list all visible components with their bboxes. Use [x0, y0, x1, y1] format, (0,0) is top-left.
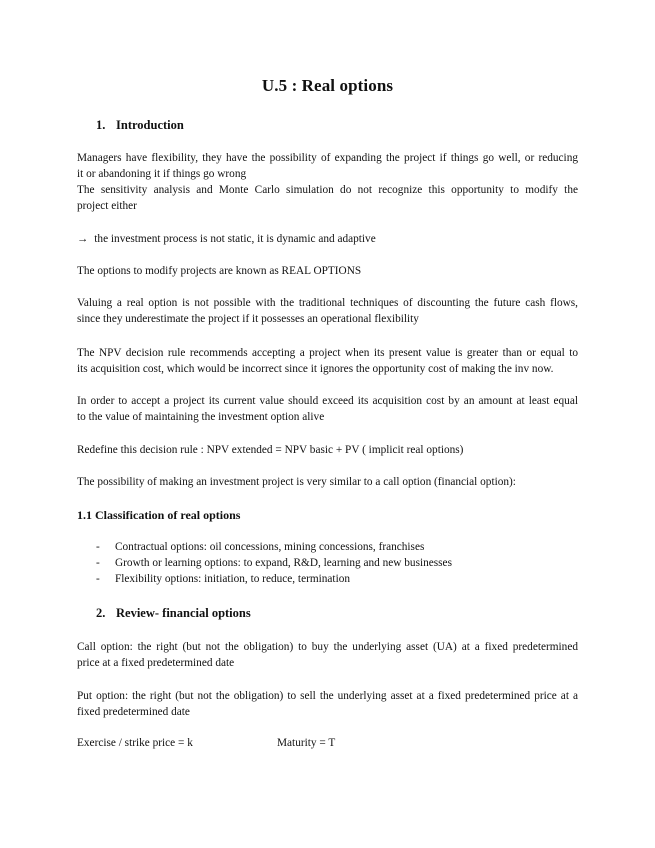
npv-line-1: The NPV decision rule recommends accepting a project when its present value is greater than or equal to [77, 347, 578, 359]
intro-line-3: The sensitivity analysis and Monte Carlo simulation do not recognize this opportunity to modify the [77, 184, 578, 196]
bullet-dash: - [96, 557, 100, 569]
subsection-1-1-heading: 1.1 Classification of real options [77, 508, 241, 522]
redefine-text: Redefine this decision rule : NPV extended = NPV basic + PV ( implicit real options) [77, 444, 464, 456]
intro-paragraph [77, 150, 578, 214]
intro-line-2: it or abandoning it if things go wrong [77, 168, 247, 180]
put-line-1: Put option: the right (but not the obligation) to sell the underlying asset at a fixed predetermined price at a [77, 690, 578, 702]
classification-list [96, 539, 452, 587]
redefine-paragraph [77, 442, 578, 458]
section-1-number: 1. [96, 118, 106, 132]
call-line-1: Call option: the right (but not the obligation) to buy the underlying asset (UA) at a fixed predetermined [77, 641, 578, 653]
real-options-paragraph [77, 263, 578, 279]
possibility-text: The possibility of making an investment project is very similar to a call option (financial option): [77, 476, 516, 488]
npv-paragraph [77, 345, 578, 377]
accept-paragraph [77, 393, 578, 425]
section-2-number: 2. [96, 606, 106, 620]
valuing-line-2: since they underestimate the project if it possesses an operational flexibility [77, 313, 419, 325]
bullet-dash: - [96, 573, 100, 585]
put-line-2: fixed predetermined date [77, 706, 190, 718]
intro-line-4: project either [77, 200, 137, 212]
list-item [96, 555, 452, 571]
real-options-text: The options to modify projects are known as REAL OPTIONS [77, 265, 362, 277]
list-item-text: Flexibility options: initiation, to reduce, termination [115, 573, 351, 585]
list-item-text: Growth or learning options: to expand, R&D, learning and new businesses [115, 557, 452, 569]
arrow-text: the investment process is not static, it is dynamic and adaptive [94, 233, 376, 245]
section-1-title: Introduction [116, 118, 184, 132]
put-option-paragraph [77, 688, 578, 720]
list-item [96, 539, 452, 555]
arrow-paragraph [77, 231, 578, 247]
valuing-paragraph [77, 295, 578, 327]
call-line-2: price at a fixed predetermined date [77, 657, 235, 669]
accept-line-1: In order to accept a project its current value should exceed its acquisition cost by an amount at least equal [77, 395, 578, 407]
valuing-line-1: Valuing a real option is not possible with the traditional techniques of discounting the future cash flows, [77, 297, 578, 309]
list-item-text: Contractual options: oil concessions, mining concessions, franchises [115, 541, 425, 553]
maturity-text: Maturity = T [277, 737, 336, 749]
possibility-paragraph [77, 474, 578, 490]
call-option-paragraph [77, 639, 578, 671]
npv-line-2: its acquisition cost, which would be incorrect since it ignores the opportunity cost of making the inv now. [77, 363, 554, 375]
bullet-dash: - [96, 541, 100, 553]
page-title: U.5 : Real options [261, 76, 394, 95]
list-item [96, 571, 452, 587]
section-2-heading [96, 606, 251, 621]
intro-line-1: Managers have flexibility, they have the possibility of expanding the project if things go well, or reducing [77, 152, 578, 164]
accept-line-2: to the value of maintaining the investment option alive [77, 411, 325, 423]
exercise-price-text: Exercise / strike price = k [77, 737, 193, 749]
section-1-heading [96, 118, 184, 133]
section-2-title: Review- financial options [116, 606, 251, 620]
right-arrow-icon: → [77, 233, 89, 245]
